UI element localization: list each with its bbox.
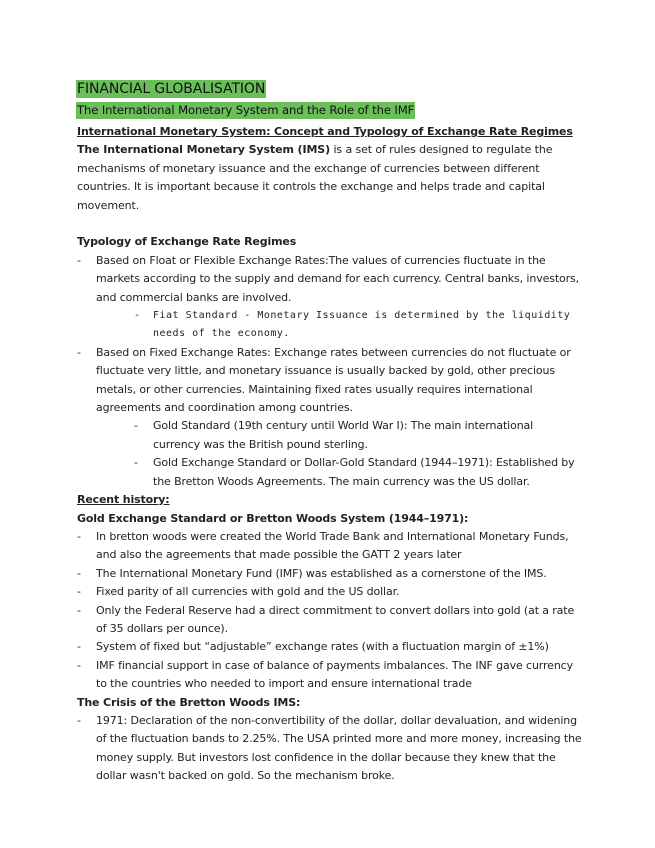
list-item: - IMF financial support in case of balance of payments imbalances. The INF gave currency to the countries who needed to import and ensure international trade	[77, 657, 582, 694]
list-item-fiat	[134, 307, 582, 344]
page-title: FINANCIAL GLOBALISATION	[77, 81, 266, 97]
gold-text: Gold Standard (19th century until World War I): The main international currency was the British pound sterling.	[153, 419, 534, 451]
fiat-text: Fiat Standard - Monetary Issuance is determined by the liquidity needs of the economy.	[153, 310, 571, 340]
ims-intro-text: is a set of rules designed to regulate the mechanisms of monetary issuance and the exchange of currencies between different countries. It is important because it controls the exchange and helps trade and capital movement.	[77, 143, 553, 212]
history-heading: Recent history:	[77, 493, 170, 507]
section-heading-ims: International Monetary System: Concept and Typology of Exchange Rate Regimes	[77, 125, 573, 138]
crisis-list	[77, 712, 582, 786]
spacer	[77, 215, 582, 233]
bretton-woods-heading: Gold Exchange Standard or Bretton Woods System (1944–1971):	[77, 511, 469, 525]
ims-intro-bold: The International Monetary System (IMS)	[77, 143, 331, 157]
history-list	[77, 528, 582, 694]
list-item: - Fixed parity of all currencies with gold and the US dollar.	[77, 583, 582, 601]
list-item-gold-exchange	[134, 454, 582, 491]
fixed-text: Based on Fixed Exchange Rates: Exchange rates between currencies do not fluctuate or fluctuate very little, and monetary issuance is usually backed by gold, other precious metals, or other currencies. Maintaining fixed rates usually requires international agreements and coordination among countries.	[96, 345, 571, 415]
typology-heading: Typology of Exchange Rate Regimes	[77, 235, 297, 249]
gold-exchange-text: Gold Exchange Standard or Dollar-Gold Standard (1944–1971): Established by the Bretton Woods Agreements. The main currency was the US dollar.	[153, 456, 575, 488]
float-text: Based on Float or Flexible Exchange Rates:The values of currencies fluctuate in the markets according to the supply and demand for each currency. Central banks, investors, and commercial banks are involved.	[96, 253, 580, 304]
document-content	[77, 78, 582, 786]
page-subtitle: The International Monetary System and the Role of the IMF	[77, 103, 415, 117]
list-item-fixed	[77, 344, 582, 491]
fixed-sublist	[96, 417, 582, 491]
list-item-gold	[134, 417, 582, 454]
typology-list	[77, 252, 582, 491]
crisis-heading: The Crisis of the Bretton Woods IMS:	[77, 695, 301, 709]
ims-intro-paragraph	[77, 141, 582, 215]
list-item: - Only the Federal Reserve had a direct commitment to convert dollars into gold (at a rate of 35 dollars per ounce).	[77, 602, 582, 639]
list-item: - In bretton woods were created the World Trade Bank and International Monetary Funds, and also the agreements that made possible the GATT 2 years later	[77, 528, 582, 565]
list-item: - 1971: Declaration of the non-convertibility of the dollar, dollar devaluation, and widening of the fluctuation bands to 2.25%. The USA printed more and more money, increasing the money supply. But investors lost confidence in the dollar because they knew that the dollar wasn't backed on gold. So the mechanism broke.	[77, 712, 582, 786]
list-item-float	[77, 252, 582, 344]
list-item: - System of fixed but “adjustable” exchange rates (with a fluctuation margin of ±1%)	[77, 638, 582, 656]
list-item: - The International Monetary Fund (IMF) was established as a cornerstone of the IMS.	[77, 565, 582, 583]
float-sublist	[96, 307, 582, 344]
